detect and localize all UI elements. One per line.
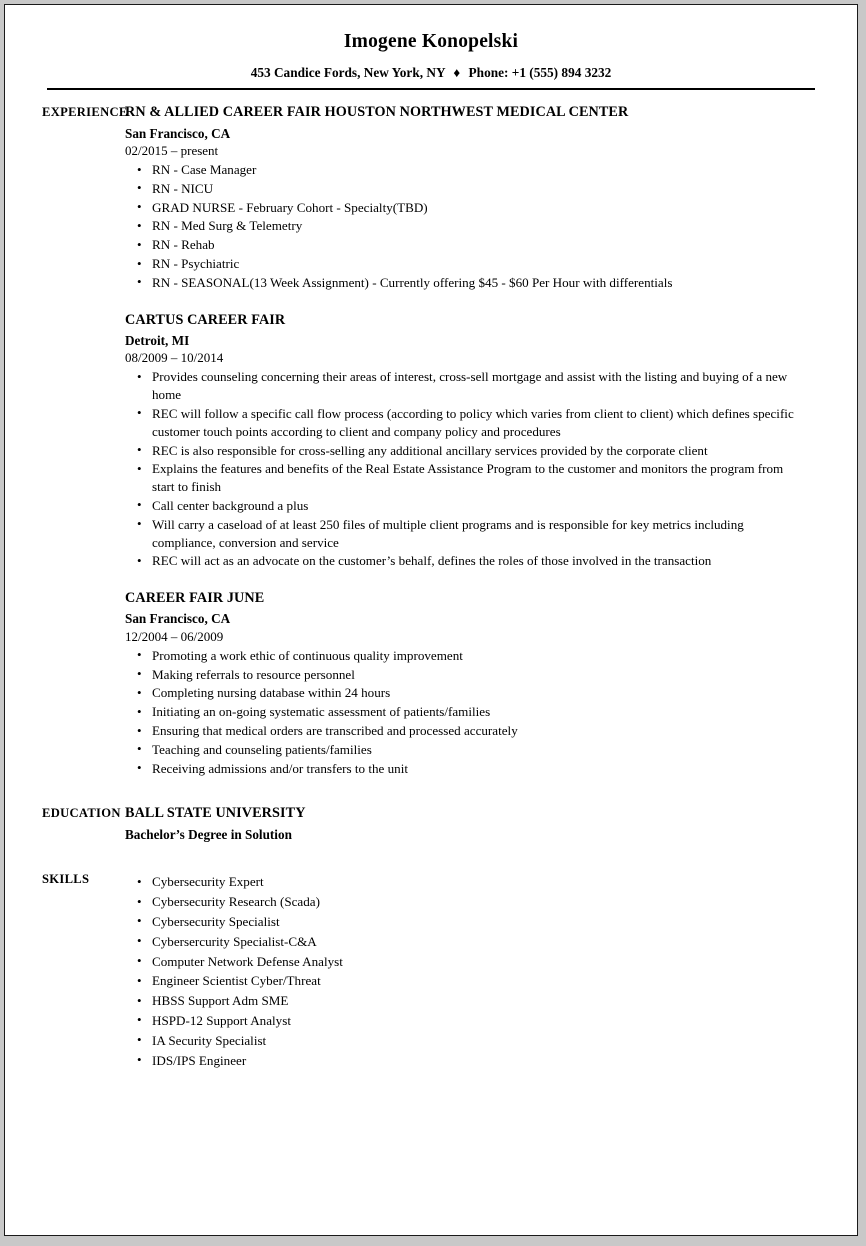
job-bullet: • Promoting a work ethic of continuous quality improvement (125, 647, 809, 665)
diamond-separator-icon: ♦ (453, 65, 461, 81)
job-bullet: • Receiving admissions and/or transfers to the unit (125, 760, 809, 778)
job-bullet: • REC will act as an advocate on the customer’s behalf, defines the roles of those involved in the transaction (125, 552, 809, 570)
education-entries (125, 805, 857, 843)
contact-phone: Phone: +1 (555) 894 3232 (468, 65, 612, 81)
job-bullet: • Initiating an on-going systematic assessment of patients/families (125, 703, 809, 721)
skills-list (125, 873, 809, 1069)
section-label-experience: EXPERIENCE (42, 105, 128, 120)
job-dates: 08/2009 – 10/2014 (125, 350, 224, 366)
skill-item: • Cybersecurity Specialist (125, 913, 809, 931)
resume-sections (5, 104, 857, 1069)
job-bullet: • RN - Case Manager (125, 161, 809, 179)
job-bullet: • RN - Med Surg & Telemetry (125, 217, 809, 235)
skill-item: • Cybersecurity Research (Scada) (125, 893, 809, 911)
candidate-name: Imogene Konopelski (343, 31, 519, 52)
experience-item (125, 590, 809, 777)
education-school: BALL STATE UNIVERSITY (125, 805, 306, 822)
job-title: CARTUS CAREER FAIR (125, 311, 286, 328)
job-location: San Francisco, CA (125, 611, 231, 627)
job-location: Detroit, MI (125, 332, 190, 348)
experience-entries (125, 104, 857, 777)
job-bullet: • RN - NICU (125, 180, 809, 198)
skill-item: • Engineer Scientist Cyber/Threat (125, 972, 809, 990)
job-bullet: • RN - SEASONAL(13 Week Assignment) - Currently offering $45 - $60 Per Hour with differentials (125, 274, 809, 292)
job-location: San Francisco, CA (125, 125, 231, 141)
skill-item: • IDS/IPS Engineer (125, 1052, 809, 1070)
job-bullet: • Explains the features and benefits of the Real Estate Assistance Program to the customer and monitors the program from start to finish (125, 460, 809, 496)
section-label-skills: SKILLS (42, 872, 90, 887)
section-experience (5, 104, 857, 777)
job-dates: 12/2004 – 06/2009 (125, 628, 224, 644)
skill-item: • HSPD-12 Support Analyst (125, 1012, 809, 1030)
experience-item (125, 312, 809, 570)
resume-header (5, 30, 857, 90)
job-title: CAREER FAIR JUNE (125, 590, 265, 607)
skill-item: • HBSS Support Adm SME (125, 992, 809, 1010)
skill-item: • Computer Network Defense Analyst (125, 953, 809, 971)
job-bullet-list (125, 161, 809, 292)
job-bullet: • Ensuring that medical orders are transcribed and processed accurately (125, 722, 809, 740)
contact-address: 453 Candice Fords, New York, NY (250, 65, 446, 81)
job-title: RN & ALLIED CAREER FAIR HOUSTON NORTHWEST MEDICAL CENTER (125, 104, 629, 121)
job-bullet-list (125, 368, 809, 570)
skill-item: • IA Security Specialist (125, 1032, 809, 1050)
skills-entries (125, 871, 857, 1069)
job-bullet: • GRAD NURSE - February Cohort - Specialty(TBD) (125, 199, 809, 217)
job-bullet-list (125, 647, 809, 778)
job-bullet: • Will carry a caseload of at least 250 files of multiple client programs and is responsible for key metrics including compliance, conversion and service (125, 516, 809, 552)
section-label-education: EDUCATION (42, 806, 121, 821)
resume-page (4, 4, 858, 1236)
skill-item: • Cybersecurity Expert (125, 873, 809, 891)
contact-line (5, 65, 857, 81)
section-education (5, 805, 857, 843)
job-dates: 02/2015 – present (125, 142, 219, 158)
header-divider (47, 88, 815, 90)
job-bullet: • RN - Rehab (125, 236, 809, 254)
job-bullet: • Call center background a plus (125, 497, 809, 515)
job-bullet: • Making referrals to resource personnel (125, 666, 809, 684)
job-bullet: • REC will follow a specific call flow process (according to policy which varies from client to client) which defines specific customer touch points according to client and company policy and procedures (125, 405, 809, 441)
job-bullet: • Provides counseling concerning their areas of interest, cross-sell mortgage and assist with the listing and buying of a new home (125, 368, 809, 404)
job-bullet: • Completing nursing database within 24 hours (125, 684, 809, 702)
job-bullet: • RN - Psychiatric (125, 255, 809, 273)
experience-item (125, 104, 809, 291)
resume-document (5, 30, 857, 1069)
skill-item: • Cybersercurity Specialist-C&A (125, 933, 809, 951)
education-degree: Bachelor’s Degree in Solution (125, 827, 292, 843)
job-bullet: • REC is also responsible for cross-selling any additional ancillary services provided by the corporate client (125, 442, 809, 460)
job-bullet: • Teaching and counseling patients/families (125, 741, 809, 759)
section-skills (5, 871, 857, 1069)
